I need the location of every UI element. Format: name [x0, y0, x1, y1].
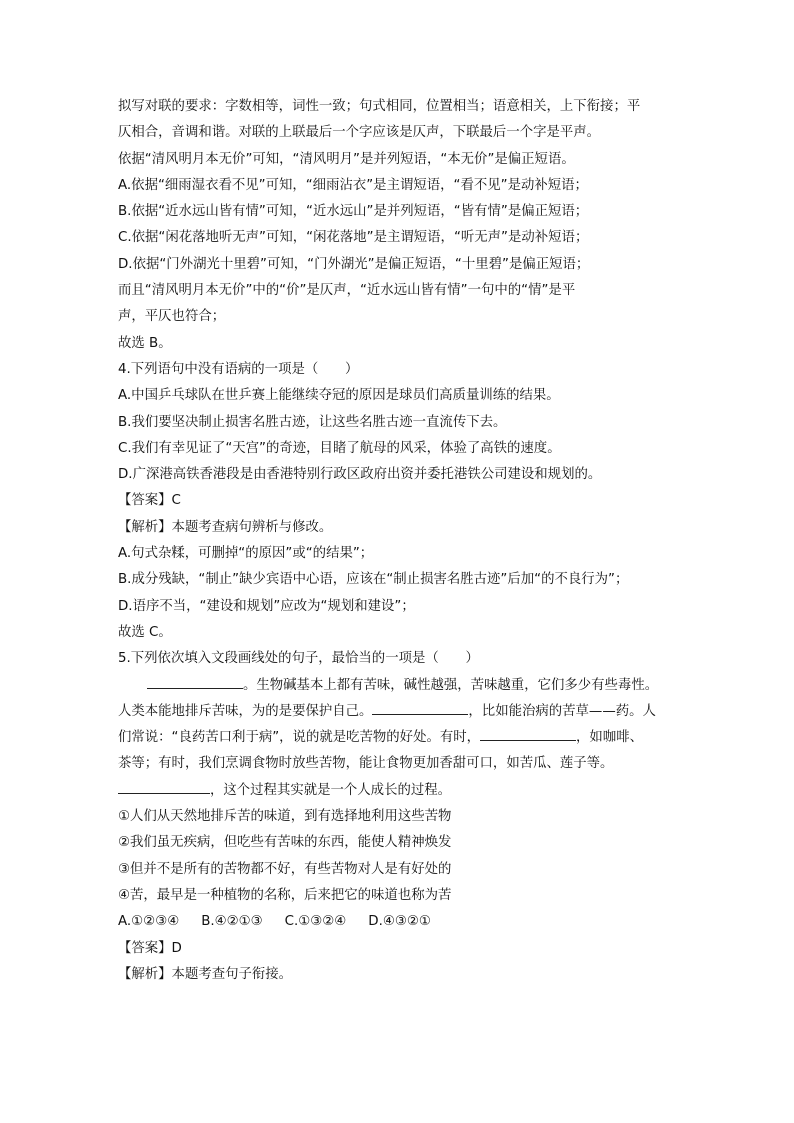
fill-blank: [480, 725, 576, 741]
sentence-option-1: ①人们从天然地排斥苦的味道，到有选择地利用这些苦物: [118, 809, 452, 825]
passage-line: [118, 673, 698, 699]
passage-line: 茶等；有时，我们烹调食物时放些苦物，能让食物更加香甜可口，如苦瓜、莲子等。: [118, 756, 614, 772]
choice-d: D.④③②①: [368, 914, 431, 930]
question-4-option-d: D.广深港高铁香港段是由香港特别行政区政府出资并委托港铁公司建设和规划的。: [118, 467, 602, 483]
text-line: A.依据“细雨湿衣看不见”可知，“细雨沾衣”是主谓短语，“看不见”是动补短语；: [118, 177, 588, 193]
fill-blank: [147, 673, 243, 689]
question-4-answer: 【答案】C: [118, 493, 181, 509]
text-line: D.语序不当，“建设和规划”应改为“规划和建设”；: [118, 598, 415, 614]
text-line: 声，平仄也符合；: [118, 309, 226, 325]
passage-line: [118, 778, 698, 804]
question-5-stem: 5.下列依次填入文段画线处的句子，最恰当的一项是（ ）: [118, 651, 479, 667]
text-line: 故选 C。: [118, 624, 172, 640]
sentence-option-2: ②我们虽无疾病，但吃些有苦味的东西，能使人精神焕发: [118, 835, 452, 851]
text-line: 拟写对联的要求：字数相等，词性一致；句式相同，位置相当；语意相关，上下衔接；平: [118, 99, 641, 114]
question-4-option-c: C.我们有幸见证了“天宫”的奇迹，目睹了航母的风采，体验了高铁的速度。: [118, 440, 561, 456]
text-line: B.成分残缺，“制止”缺少宾语中心语，应该在“制止损害名胜古迹”后加“的不良行为”；: [118, 572, 629, 588]
passage-line: [118, 699, 698, 725]
text-line: D.依据“门外湖光十里碧”可知，“门外湖光”是偏正短语，“十里碧”是偏正短语；: [118, 256, 590, 272]
passage-text: ，这个过程其实就是一个人成长的过程。: [210, 782, 452, 798]
text-line: 故选 B。: [118, 335, 172, 351]
text-line: B.依据“近水远山皆有情”可知，“近水远山”是并列短语，“皆有情”是偏正短语；: [118, 204, 589, 220]
question-5-choices: [118, 909, 698, 935]
text-line: 依据“清风明月本无价”可知，“清风明月”是并列短语，“本无价”是偏正短语。: [118, 151, 575, 167]
passage-text: 人类本能地排斥苦味，为的是要保护自己。: [118, 703, 373, 719]
fill-blank: [372, 699, 468, 715]
question-4-option-b: B.我们要坚决制止损害名胜古迹，让这些名胜古迹一直流传下去。: [118, 414, 507, 430]
text-line: A.句式杂糅，可删掉“的原因”或“的结果”；: [118, 546, 374, 562]
choice-b: B.④②①③: [201, 914, 263, 930]
sentence-option-3: ③但并不是所有的苦物都不好，有些苦物对人是有好处的: [118, 861, 452, 877]
passage-line: [118, 725, 698, 751]
fill-blank: [118, 778, 210, 794]
passage-text: 。生物碱基本上都有苦味，碱性越强，苦味越重，它们多少有些毒性。: [243, 677, 659, 693]
text-line: 而且“清风明月本无价”中的“价”是仄声，“近水远山皆有情”一句中的“情”是平: [118, 283, 576, 299]
choice-c: C.①③②④: [284, 914, 347, 930]
text-line: C.依据“闲花落地听无声”可知，“闲花落地”是主谓短语，“听无声”是动补短语；: [118, 230, 589, 246]
text-line: 仄相合，音调和谐。对联的上联最后一个字应该是仄声，下联最后一个字是平声。: [118, 125, 601, 141]
choice-a: A.①②③④: [118, 914, 180, 930]
passage-text: ，如咖啡、: [576, 730, 643, 746]
passage-text: ，比如能治病的苦草——药。人: [468, 703, 656, 719]
document-body: [118, 94, 698, 988]
question-5-analysis: 【解析】本题考查句子衔接。: [118, 966, 293, 982]
passage-text: 们常说：“良药苦口利于病”，说的就是吃苦物的好处。有时，: [118, 730, 481, 746]
question-4-stem: 4.下列语句中没有语病的一项是（ ）: [118, 361, 359, 377]
sentence-option-4: ④苦，最早是一种植物的名称，后来把它的味道也称为苦: [118, 887, 452, 903]
question-5-answer: 【答案】D: [118, 940, 182, 956]
question-4-option-a: A.中国乒乓球队在世乒赛上能继续夺冠的原因是球员们高质量训练的结果。: [118, 388, 560, 404]
question-4-analysis: 【解析】本题考查病句辨析与修改。: [118, 519, 333, 535]
